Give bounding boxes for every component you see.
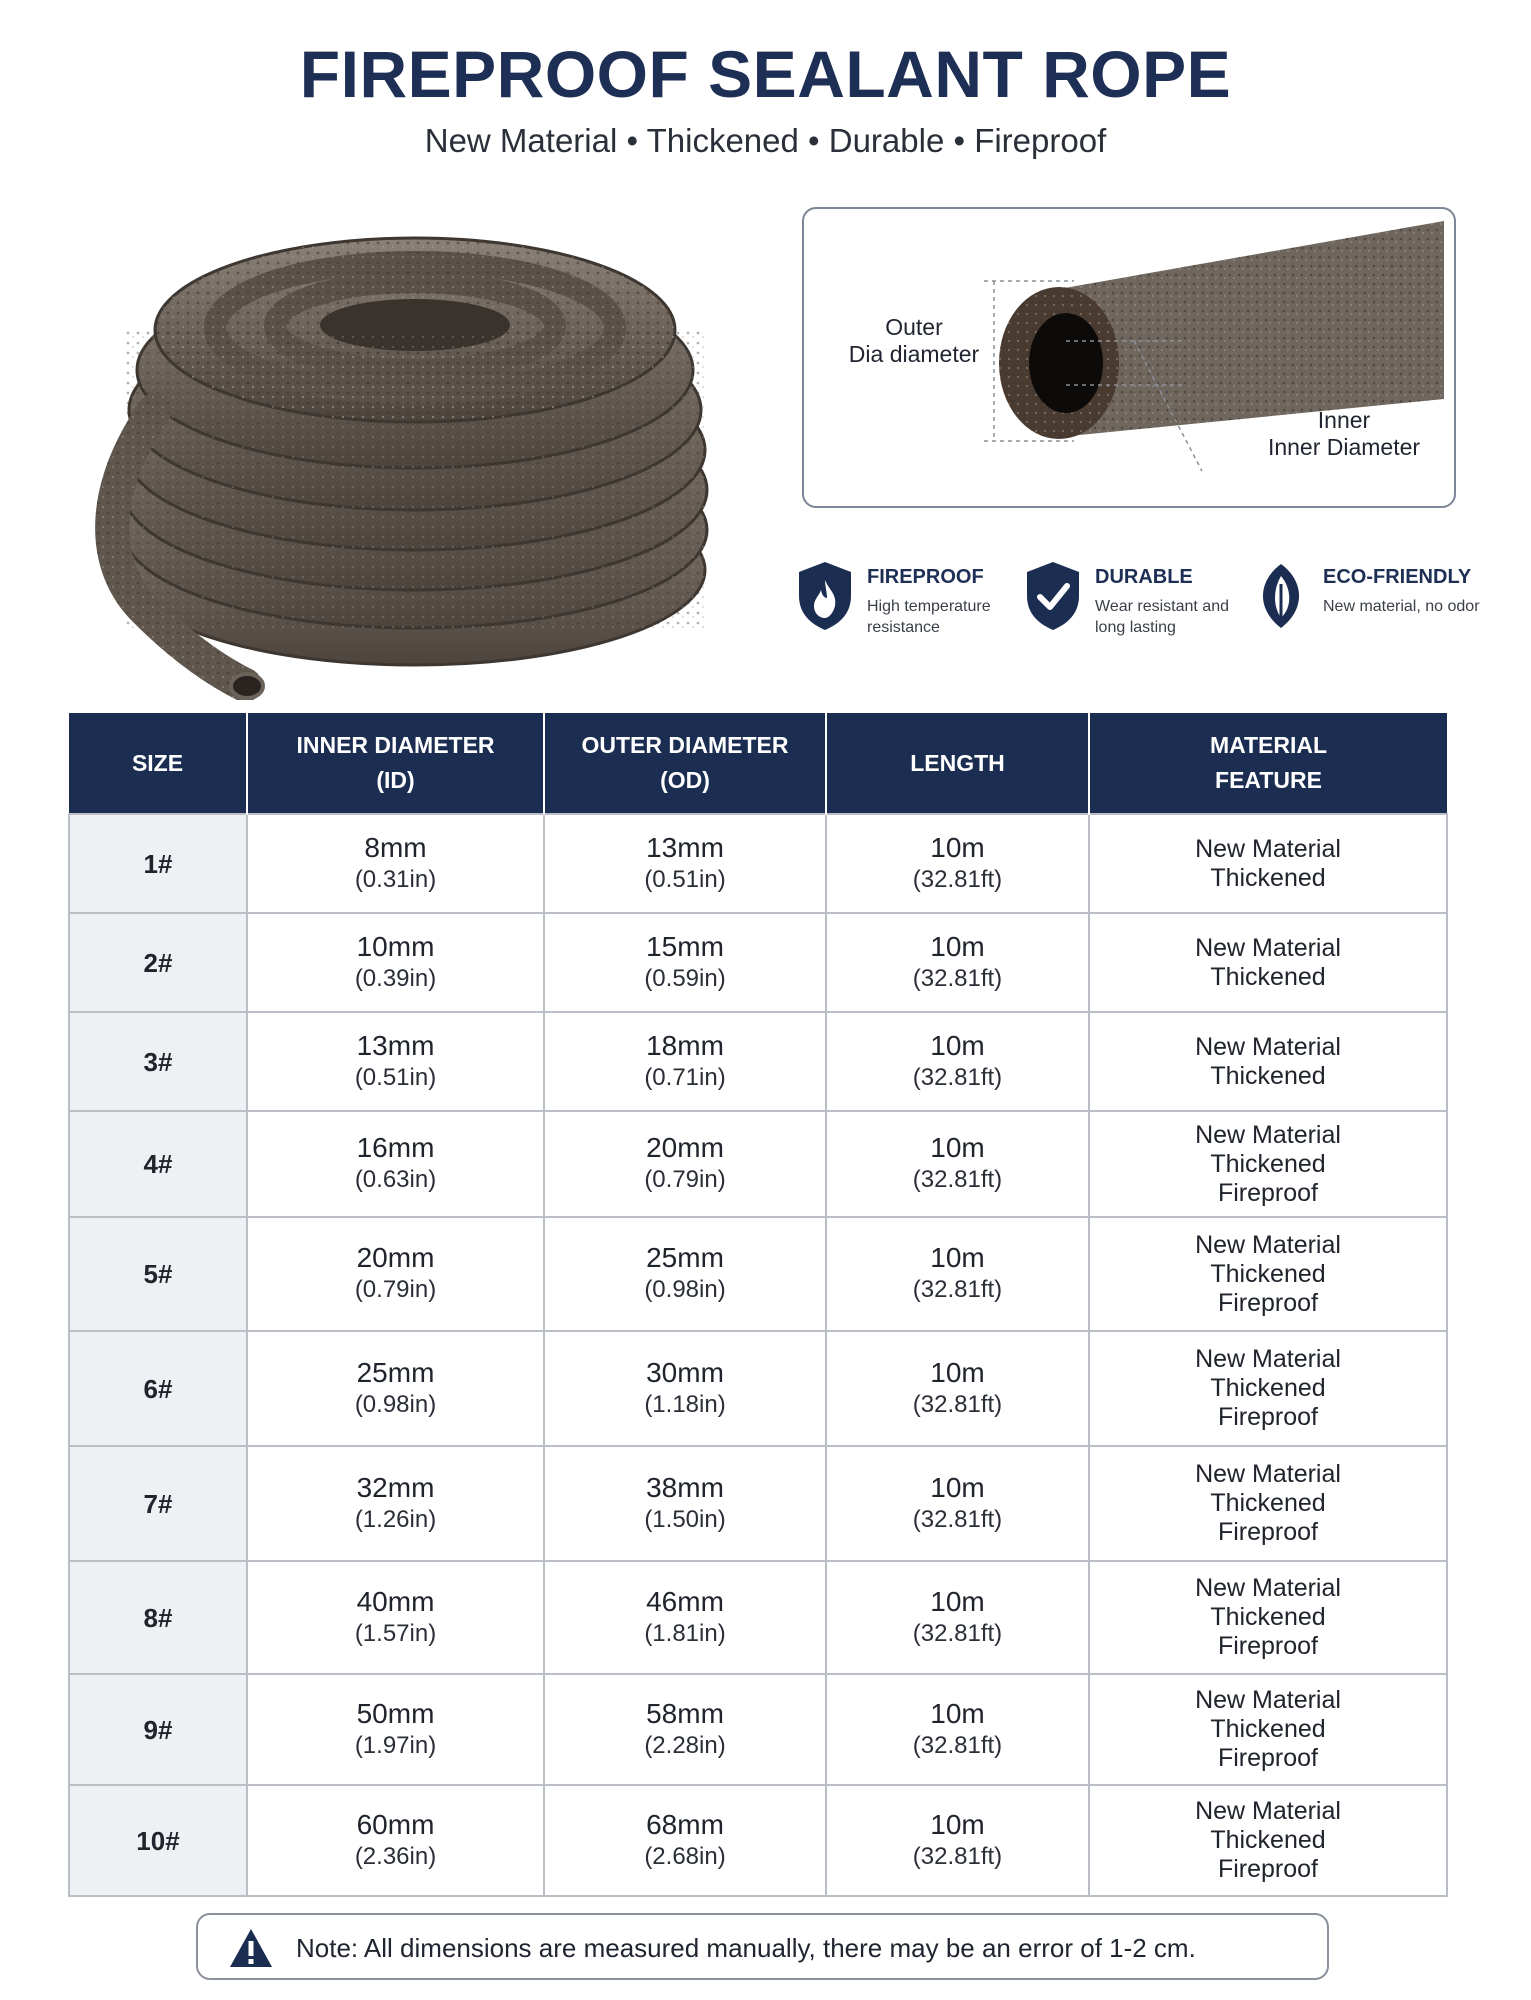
- material-feature: Thickened: [1210, 1374, 1326, 1402]
- material-feature: Fireproof: [1217, 1855, 1319, 1883]
- material-feature: Thickened: [1210, 1826, 1326, 1854]
- outer-label-line1: Outer: [885, 314, 943, 340]
- feature-desc: Wear resistant and long lasting: [1095, 598, 1229, 636]
- material-feature: New Material: [1195, 1345, 1341, 1373]
- outer-diameter-cell: [544, 814, 826, 913]
- length-ft: (32.81ft): [912, 1619, 1003, 1647]
- id-mm: 10mm: [356, 930, 435, 962]
- material-feature: New Material: [1195, 1460, 1341, 1488]
- header-material-feature: [1089, 713, 1447, 814]
- material-feature: New Material: [1195, 933, 1341, 962]
- id-inch: (0.98in): [354, 1390, 437, 1418]
- length-ft: (32.81ft): [912, 1276, 1003, 1303]
- inner-diameter-cell: [247, 1785, 544, 1896]
- length-ft: (32.81ft): [912, 1166, 1003, 1193]
- feature-desc: New material, no odor: [1323, 598, 1480, 615]
- od-mm: 15mm: [646, 930, 724, 962]
- length-m: 10m: [930, 831, 985, 863]
- inner-diameter-cell: [247, 913, 544, 1012]
- length-ft: (32.81ft): [912, 964, 1003, 992]
- material-feature: New Material: [1195, 1230, 1341, 1259]
- outer-diameter-label: [824, 314, 1004, 368]
- material-feature-cell: [1089, 1111, 1447, 1217]
- length-cell: [826, 1012, 1089, 1111]
- length-cell: [826, 913, 1089, 1012]
- length-cell: [826, 1331, 1089, 1446]
- id-inch: (0.31in): [354, 865, 437, 893]
- feature-durable: [1023, 560, 1253, 650]
- length-m: 10m: [930, 1132, 985, 1163]
- feature-eco-friendly: [1251, 560, 1481, 650]
- inner-diameter-cell: [247, 1446, 544, 1561]
- outer-diameter-cell: [544, 913, 826, 1012]
- table-row: [69, 1674, 1447, 1785]
- header-id-line2: (ID): [376, 767, 415, 793]
- size-cell: 5#: [69, 1217, 247, 1331]
- od-inch: (0.79in): [644, 1166, 726, 1193]
- id-inch: (2.36in): [354, 1842, 437, 1870]
- material-feature-cell: [1089, 1217, 1447, 1331]
- length-ft: (32.81ft): [912, 1505, 1003, 1533]
- feature-name: DURABLE: [1095, 566, 1193, 588]
- material-feature: Thickened: [1210, 1603, 1326, 1631]
- diameter-diagram: [802, 207, 1456, 508]
- inner-diameter-label: [1244, 407, 1444, 461]
- od-mm: 25mm: [646, 1242, 724, 1273]
- length-m: 10m: [930, 930, 985, 962]
- od-inch: (1.81in): [644, 1619, 726, 1647]
- length-cell: [826, 1674, 1089, 1785]
- material-feature-cell: [1089, 1785, 1447, 1896]
- material-feature-cell: [1089, 1331, 1447, 1446]
- page-title: FIREPROOF SEALANT ROPE: [299, 37, 1232, 111]
- material-feature: Fireproof: [1217, 1632, 1319, 1660]
- id-inch: (0.51in): [354, 1063, 437, 1091]
- warning-icon: [228, 1927, 274, 1969]
- material-feature: Fireproof: [1217, 1744, 1319, 1772]
- length-cell: [826, 1111, 1089, 1217]
- inner-diameter-cell: [247, 1561, 544, 1674]
- material-feature: New Material: [1195, 834, 1341, 863]
- shield-check-icon: [1023, 560, 1083, 632]
- outer-diameter-cell: [544, 1785, 826, 1896]
- length-cell: [826, 1561, 1089, 1674]
- material-feature-cell: [1089, 1674, 1447, 1785]
- outer-label-line2: Dia diameter: [848, 341, 980, 367]
- od-inch: (2.28in): [644, 1731, 726, 1759]
- header-size: SIZE: [69, 713, 247, 814]
- outer-diameter-cell: [544, 1111, 826, 1217]
- material-feature: Thickened: [1210, 1259, 1326, 1288]
- id-mm: 32mm: [356, 1471, 435, 1503]
- length-cell: [826, 1785, 1089, 1896]
- material-feature: New Material: [1195, 1120, 1341, 1149]
- material-feature: Thickened: [1210, 1149, 1326, 1178]
- od-mm: 30mm: [646, 1356, 724, 1388]
- id-mm: 40mm: [356, 1585, 435, 1617]
- outer-diameter-cell: [544, 1217, 826, 1331]
- material-feature: Fireproof: [1217, 1403, 1319, 1431]
- material-feature: Thickened: [1210, 1061, 1326, 1090]
- outer-diameter-cell: [544, 1446, 826, 1561]
- length-ft: (32.81ft): [912, 1731, 1003, 1759]
- length-m: 10m: [930, 1585, 985, 1617]
- outer-diameter-cell: [544, 1012, 826, 1111]
- od-inch: (0.71in): [644, 1063, 726, 1091]
- inner-diameter-cell: [247, 1217, 544, 1331]
- inner-diameter-cell: [247, 814, 544, 913]
- leaf-icon: [1251, 560, 1311, 632]
- length-m: 10m: [930, 1356, 985, 1388]
- material-feature: New Material: [1195, 1797, 1341, 1825]
- table-header-row: [69, 713, 1447, 814]
- material-feature-cell: [1089, 1561, 1447, 1674]
- size-cell: 10#: [69, 1785, 247, 1896]
- inner-diameter-cell: [247, 1331, 544, 1446]
- id-mm: 8mm: [364, 831, 427, 863]
- size-cell: 8#: [69, 1561, 247, 1674]
- material-feature: Thickened: [1210, 962, 1326, 991]
- od-mm: 46mm: [646, 1585, 724, 1617]
- header-inner-diameter: [247, 713, 544, 814]
- rope-coil-image: [85, 180, 725, 700]
- size-cell: 2#: [69, 913, 247, 1012]
- length-ft: (32.81ft): [912, 1390, 1003, 1418]
- inner-diameter-cell: [247, 1674, 544, 1785]
- header-od-line2: (OD): [660, 767, 710, 793]
- od-mm: 18mm: [646, 1029, 724, 1061]
- measurement-note: [196, 1913, 1329, 1980]
- header-outer-diameter: [544, 713, 826, 814]
- length-ft: (32.81ft): [912, 1842, 1003, 1870]
- size-cell: 3#: [69, 1012, 247, 1111]
- id-mm: 20mm: [356, 1242, 435, 1273]
- material-feature: New Material: [1195, 1032, 1341, 1061]
- table-row: [69, 1111, 1447, 1217]
- od-mm: 68mm: [646, 1808, 724, 1840]
- material-feature: New Material: [1195, 1686, 1341, 1714]
- feature-fireproof: [795, 560, 1025, 650]
- table-row: [69, 1012, 1447, 1111]
- size-cell: 7#: [69, 1446, 247, 1561]
- od-inch: (1.50in): [644, 1505, 726, 1533]
- table-row: [69, 814, 1447, 913]
- id-inch: (1.26in): [354, 1505, 437, 1533]
- id-mm: 16mm: [356, 1132, 435, 1163]
- feature-desc: High temperature resistance: [867, 598, 991, 636]
- material-feature: Thickened: [1210, 1715, 1326, 1743]
- feature-name: FIREPROOF: [867, 566, 984, 588]
- table-row: [69, 1785, 1447, 1896]
- material-feature: Fireproof: [1217, 1518, 1319, 1546]
- header-mat-line2: FEATURE: [1215, 767, 1322, 793]
- length-m: 10m: [930, 1242, 985, 1273]
- length-ft: (32.81ft): [912, 865, 1003, 893]
- od-inch: (1.18in): [644, 1390, 726, 1418]
- inner-diameter-cell: [247, 1111, 544, 1217]
- inner-diameter-cell: [247, 1012, 544, 1111]
- material-feature-cell: [1089, 814, 1447, 913]
- material-feature: New Material: [1195, 1574, 1341, 1602]
- id-mm: 50mm: [356, 1697, 435, 1729]
- outer-diameter-cell: [544, 1674, 826, 1785]
- length-ft: (32.81ft): [912, 1063, 1003, 1091]
- id-inch: (1.97in): [354, 1731, 437, 1759]
- outer-diameter-cell: [544, 1561, 826, 1674]
- length-cell: [826, 814, 1089, 913]
- table-row: [69, 1331, 1447, 1446]
- od-mm: 38mm: [646, 1471, 724, 1503]
- header-length: LENGTH: [826, 713, 1089, 814]
- size-cell: 4#: [69, 1111, 247, 1217]
- inner-label-line1: Inner: [1317, 407, 1371, 433]
- table-row: [69, 1217, 1447, 1331]
- size-cell: 6#: [69, 1331, 247, 1446]
- od-inch: (0.51in): [644, 865, 726, 893]
- material-feature: Fireproof: [1217, 1178, 1319, 1207]
- header-od-line1: OUTER DIAMETER: [581, 732, 789, 758]
- id-mm: 25mm: [356, 1356, 435, 1388]
- od-inch: (0.98in): [644, 1276, 726, 1303]
- material-feature: Thickened: [1210, 1489, 1326, 1517]
- id-inch: (0.79in): [354, 1276, 437, 1303]
- material-feature: Thickened: [1210, 863, 1326, 892]
- table-row: [69, 913, 1447, 1012]
- length-cell: [826, 1446, 1089, 1561]
- od-mm: 58mm: [646, 1697, 724, 1729]
- length-cell: [826, 1217, 1089, 1331]
- note-text: Note: All dimensions are measured manually, there may be an error of 1-2 cm.: [296, 1933, 1196, 1963]
- table-row: [69, 1561, 1447, 1674]
- header-id-line1: INNER DIAMETER: [296, 732, 495, 758]
- feature-name: ECO-FRIENDLY: [1323, 566, 1472, 588]
- header-mat-line1: MATERIAL: [1209, 732, 1328, 758]
- id-mm: 60mm: [356, 1808, 435, 1840]
- size-cell: 1#: [69, 814, 247, 913]
- id-inch: (1.57in): [354, 1619, 437, 1647]
- id-inch: (0.63in): [354, 1166, 437, 1193]
- inner-label-line2: Inner Diameter: [1267, 434, 1421, 460]
- od-mm: 20mm: [646, 1132, 724, 1163]
- material-feature: Fireproof: [1217, 1288, 1319, 1317]
- size-cell: 9#: [69, 1674, 247, 1785]
- shield-flame-icon: [795, 560, 855, 632]
- od-mm: 13mm: [646, 831, 724, 863]
- length-m: 10m: [930, 1697, 985, 1729]
- outer-diameter-cell: [544, 1331, 826, 1446]
- length-m: 10m: [930, 1471, 985, 1503]
- length-m: 10m: [930, 1029, 985, 1061]
- feature-badges: [795, 560, 1495, 650]
- id-mm: 13mm: [356, 1029, 435, 1061]
- table-row: [69, 1446, 1447, 1561]
- size-table: [68, 713, 1448, 1897]
- material-feature-cell: [1089, 1012, 1447, 1111]
- od-inch: (2.68in): [644, 1842, 726, 1870]
- material-feature-cell: [1089, 913, 1447, 1012]
- length-m: 10m: [930, 1808, 985, 1840]
- material-feature-cell: [1089, 1446, 1447, 1561]
- od-inch: (0.59in): [644, 964, 726, 992]
- id-inch: (0.39in): [354, 964, 437, 992]
- page-subtitle: New Material • Thickened • Durable • Fireproof: [424, 122, 1107, 159]
